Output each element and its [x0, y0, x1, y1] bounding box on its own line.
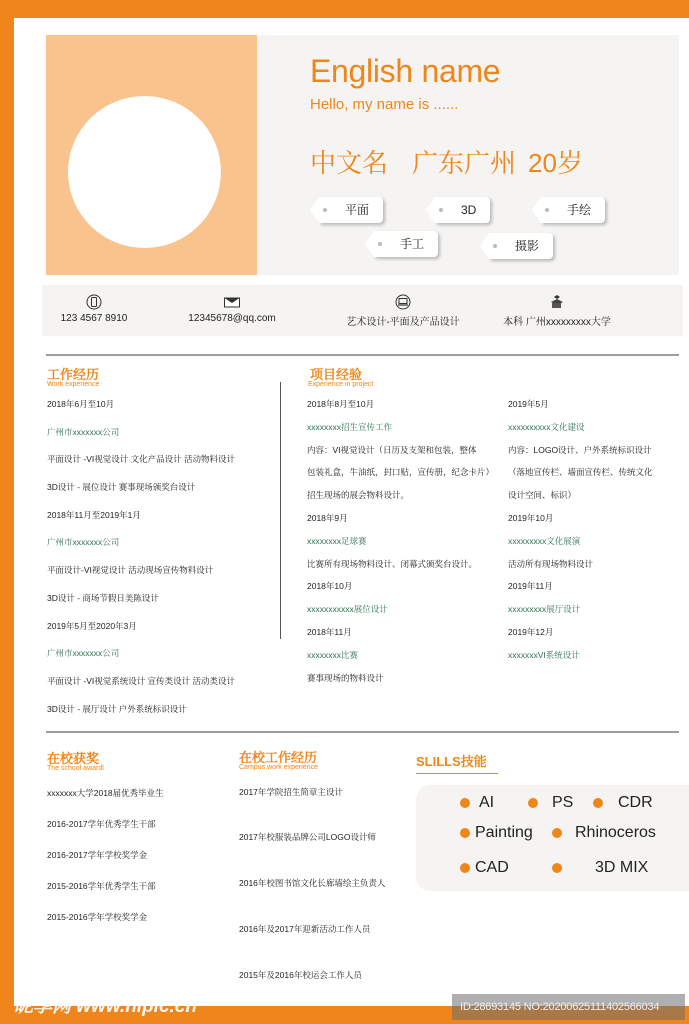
awards-heading: 在校获奖 The school awardl: [47, 751, 104, 772]
bullet-icon: [552, 828, 562, 838]
age: 20岁: [528, 148, 583, 178]
personal-info-line: [310, 143, 607, 180]
work-line: 2018年11月至2019年1月: [47, 510, 141, 520]
project-line: 赛事现场的物料设计: [307, 673, 384, 683]
project-line: 2018年10月: [307, 581, 353, 591]
campus-work-heading: 在校工作经历 Campus work experience: [239, 750, 318, 771]
project-name: xxxxxxxxx文化展演: [508, 536, 581, 546]
tag-hole-icon: [493, 244, 497, 248]
bullet-icon: [593, 798, 603, 808]
work-line: 平面设计-VI视觉设计 活动现场宣传物料设计: [47, 565, 214, 575]
work-company: 广州市xxxxxxx公司: [47, 537, 120, 547]
skill-painting: Painting: [460, 824, 533, 842]
project-name: xxxxxxxx招生宣传工作: [307, 422, 393, 432]
tag-hole-icon: [323, 208, 327, 212]
phone-icon: [85, 294, 103, 310]
greeting: Hello, my name is ......: [310, 96, 459, 113]
campus-work-item: 2016年及2017年迎新活动工作人员: [239, 924, 371, 934]
award-item: xxxxxxx大学2018届优秀毕业生: [47, 788, 164, 798]
work-line: 3D设计 - 展厅设计 户外系统标识设计: [47, 704, 187, 714]
contact-bar: [42, 285, 683, 336]
skills-heading: SLILLS技能: [416, 751, 498, 774]
watermark-logo: 昵享网 www.nipic.cn: [14, 996, 197, 1017]
project-line: 2019年10月: [508, 513, 554, 523]
info-panel: [257, 35, 679, 275]
resume-page: [14, 18, 689, 1006]
bullet-icon: [460, 798, 470, 808]
award-item: 2016-2017学年优秀学生干部: [47, 819, 156, 829]
contact-major: 艺术设计-平面及产品设计: [338, 285, 468, 336]
project-line: 2019年12月: [508, 627, 554, 637]
skill-3dmix: 3D MIX: [552, 859, 648, 877]
project-line: 2019年5月: [508, 399, 549, 409]
skill-ps: PS: [528, 794, 573, 812]
work-experience-heading: 工作经历 Work experience: [47, 367, 100, 388]
project-experience-heading: 项目经验 Experience in project: [308, 367, 374, 388]
mail-icon: [223, 294, 241, 310]
work-company: 广州市xxxxxxx公司: [47, 648, 120, 658]
project-name: xxxxxxxVI系统设计: [508, 650, 580, 660]
project-line: 2018年9月: [307, 513, 348, 523]
contact-email[interactable]: 12345678@qq.com: [182, 285, 282, 336]
project-line: 2018年8月至10月: [307, 399, 375, 409]
project-line: （落地宣传栏、墙面宣传栏、传统文化: [508, 467, 653, 477]
campus-work-item: 2017年校服装品牌公司LOGO设计师: [239, 832, 376, 842]
bullet-icon: [552, 863, 562, 873]
award-item: 2015-2016学年学校奖学金: [47, 912, 148, 922]
graduation-cap-icon: [548, 294, 566, 310]
tag-graphic: 平面: [319, 197, 383, 223]
tag-hole-icon: [545, 208, 549, 212]
skill-cad: CAD: [460, 859, 509, 877]
skill-cdr: CDR: [593, 794, 653, 812]
project-line: 包装礼盒，牛油纸，封口贴，宣传册，纪念卡片）: [307, 467, 495, 477]
award-item: 2016-2017学年学校奖学金: [47, 850, 148, 860]
tag-handcraft: 手工: [374, 231, 438, 257]
work-company: 广州市xxxxxxx公司: [47, 427, 120, 437]
bullet-icon: [528, 798, 538, 808]
project-line: 比赛所有现场物料设计、闭幕式颁奖台设计。: [307, 559, 478, 569]
region: 广东广州: [412, 148, 517, 178]
project-name: xxxxxxxxxx文化建设: [508, 422, 585, 432]
watermark-id: ID:28693145 NO:20200625111402566034: [452, 994, 685, 1020]
tag-hole-icon: [439, 208, 443, 212]
project-name: xxxxxxxx足球赛: [307, 536, 367, 546]
tag-3d: 3D: [435, 197, 490, 223]
award-item: 2015-2016学年优秀学生干部: [47, 881, 156, 891]
bullet-icon: [460, 828, 470, 838]
divider-top: [46, 354, 679, 356]
english-name: English name: [310, 53, 501, 89]
project-line: 设计空间、标识）: [508, 490, 577, 500]
skills-panel: [416, 785, 689, 891]
project-line: 2019年11月: [508, 581, 553, 591]
work-line: 平面设计 -VI视觉设计 文化产品设计 活动物料设计: [47, 454, 235, 464]
campus-work-item: 2015年及2016年校运会工作人员: [239, 970, 362, 980]
project-line: 内容：VI视觉设计（日历及支架和包装，整体: [307, 445, 477, 455]
project-name: xxxxxxxxxxx展位设计: [307, 604, 388, 614]
project-line: 内容：LOGO设计、户外系统标识设计: [508, 445, 652, 455]
contact-phone: 123 4567 8910: [54, 285, 134, 336]
project-line: 2018年11月: [307, 627, 352, 637]
photo-placeholder[interactable]: [68, 96, 221, 248]
project-line: 活动所有现场物料设计: [508, 559, 594, 569]
photo-panel: [46, 35, 257, 275]
divider-bottom: [46, 731, 679, 733]
campus-work-item: 2016年校图书馆文化长廊墙绘主负责人: [239, 878, 386, 888]
project-name: xxxxxxxxx展厅设计: [508, 604, 581, 614]
work-line: 平面设计 -VI视觉系统设计 宣传类设计 活动类设计: [47, 676, 235, 686]
contact-education: 本科 广州xxxxxxxxx大学: [494, 285, 620, 336]
chinese-name: 中文名: [310, 148, 389, 178]
tag-hole-icon: [378, 242, 382, 246]
skill-ai: AI: [460, 794, 494, 812]
tag-handdrawing: 手绘: [541, 197, 605, 223]
column-divider: [280, 382, 281, 639]
tag-photography: 摄影: [489, 233, 553, 259]
campus-work-item: 2017年学院招生简章主设计: [239, 787, 343, 797]
work-line: 2018年6月至10月: [47, 399, 115, 409]
project-name: xxxxxxxx比赛: [307, 650, 359, 660]
project-line: 招生现场的展会物料设计。: [307, 490, 410, 500]
bullet-icon: [460, 863, 470, 873]
work-line: 2019年5月至2020年3月: [47, 621, 137, 631]
laptop-icon: [394, 294, 412, 310]
work-line: 3D设计 - 商场节假日美陈设计: [47, 593, 159, 603]
work-line: 3D设计 - 展位设计 赛事现场颁奖台设计: [47, 482, 196, 492]
skill-rhinoceros: Rhinoceros: [552, 824, 656, 842]
